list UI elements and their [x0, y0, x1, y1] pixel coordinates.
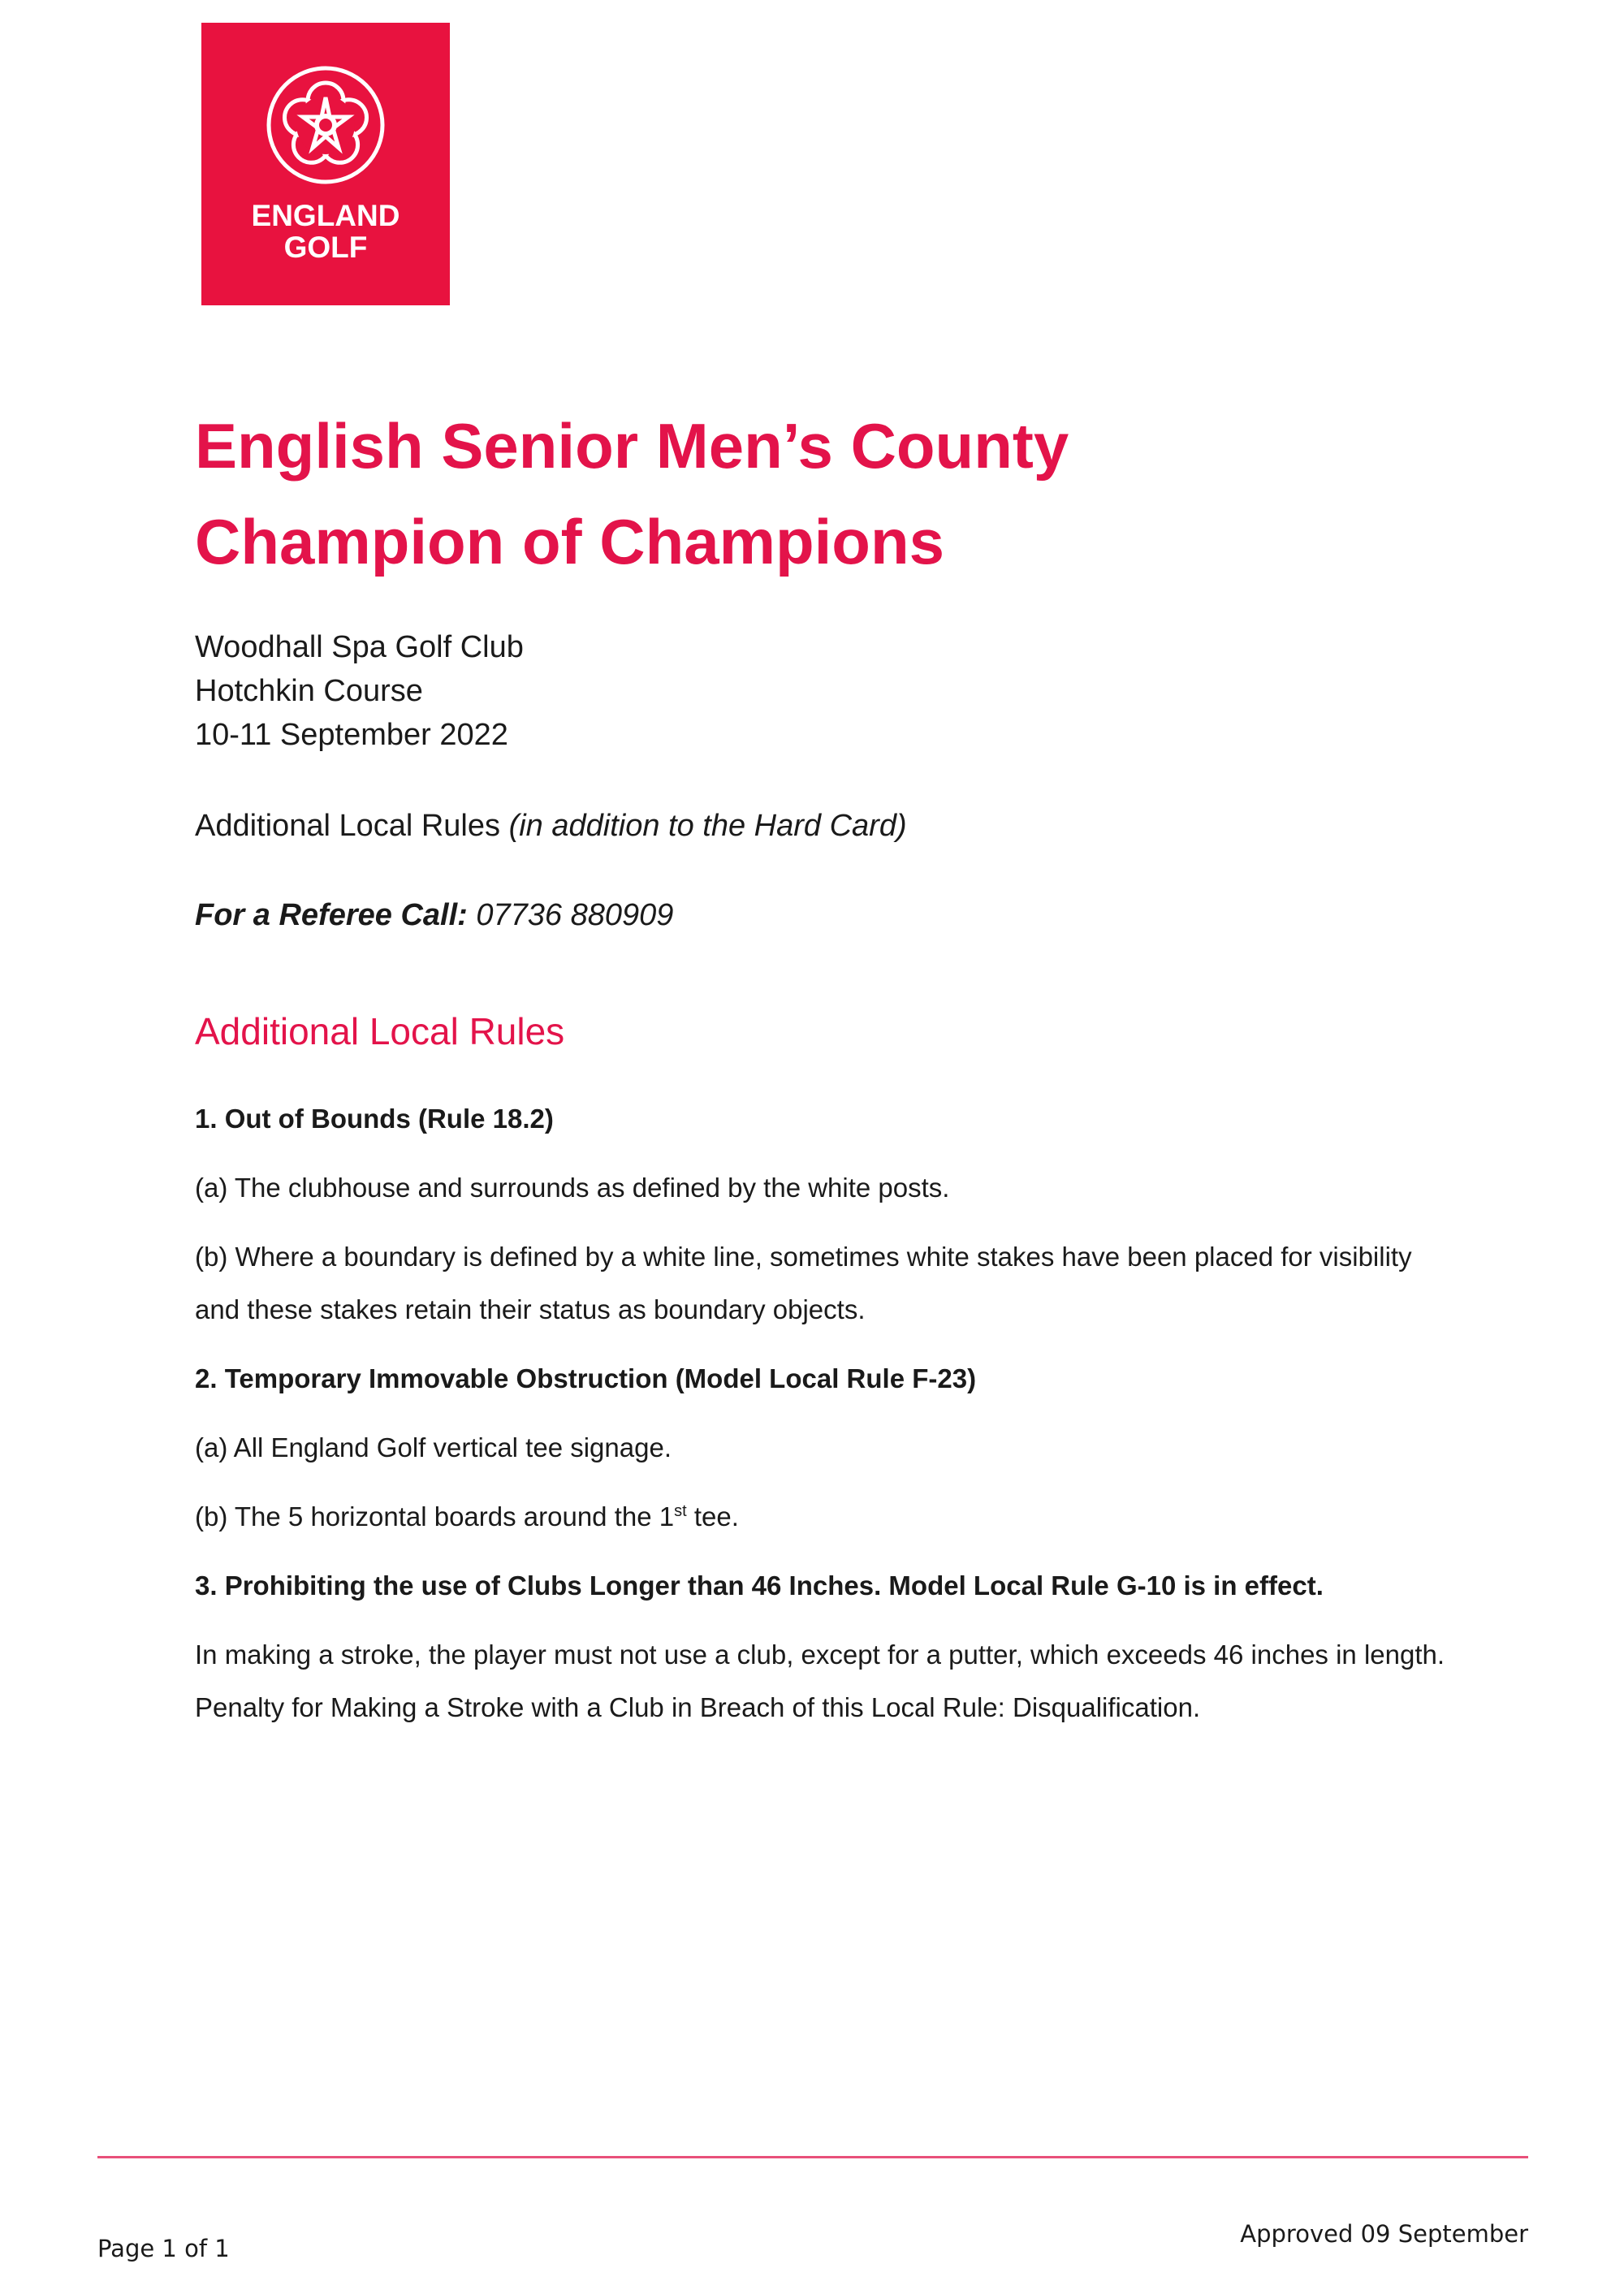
rule-2-item-a: (a) All England Golf vertical tee signage. [195, 1432, 672, 1462]
rule-3-body: In making a stroke, the player must not use a club, except for a putter, which exceeds 46 inches in length. Penalty for Making a Stroke with a Club in Breach of this Local Rule: Disqualification. [195, 1639, 1445, 1722]
title-line-1: English Senior Men’s County [195, 410, 1069, 482]
section-heading: Additional Local Rules [195, 1010, 565, 1052]
england-golf-logo [201, 23, 450, 305]
rule-1-item-b: (b) Where a boundary is defined by a white line, sometimes white stakes have been placed for visibility and these stakes retain their status as boundary objects. [195, 1242, 1412, 1324]
referee-label: For a Referee Call: [195, 898, 468, 932]
local-rules [195, 1092, 1462, 1734]
page-number: Page 1 of 1 [97, 2235, 230, 2262]
subtitle-text: Additional Local Rules [195, 809, 509, 843]
subtitle-note: (in addition to the Hard Card) [508, 809, 907, 843]
rule-3-heading: 3. Prohibiting the use of Clubs Longer than 46 Inches. Model Local Rule G-10 is in effect. [195, 1570, 1324, 1601]
referee-phone: 07736 880909 [467, 898, 674, 932]
event-dates: 10-11 September 2022 [195, 718, 508, 752]
rule-2-item-b [195, 1490, 1462, 1543]
subtitle [195, 804, 907, 848]
ordinal-suffix: st [674, 1502, 687, 1520]
course-name: Hotchkin Course [195, 674, 423, 708]
title-line-2: Champion of Champions [195, 506, 944, 577]
logo-text-line1: ENGLAND [251, 199, 400, 232]
rule-2-item-b-text: (b) The 5 horizontal boards around the 1 [195, 1501, 675, 1531]
tudor-rose-icon [266, 65, 386, 185]
rule-2-heading: 2. Temporary Immovable Obstruction (Model Local Rule F-23) [195, 1363, 977, 1393]
rule-1-heading: 1. Out of Bounds (Rule 18.2) [195, 1104, 554, 1134]
rule-1-item-a: (a) The clubhouse and surrounds as defined by the white posts. [195, 1173, 950, 1203]
footer-divider [97, 2156, 1528, 2158]
event-info [195, 625, 524, 757]
approval-note: Approved 09 September [1240, 2220, 1528, 2248]
referee-call [195, 893, 673, 937]
club-name: Woodhall Spa Golf Club [195, 630, 524, 664]
logo-text-line2: GOLF [283, 231, 368, 264]
rule-2-item-b-end: tee. [686, 1501, 739, 1531]
page-title [195, 398, 1494, 590]
